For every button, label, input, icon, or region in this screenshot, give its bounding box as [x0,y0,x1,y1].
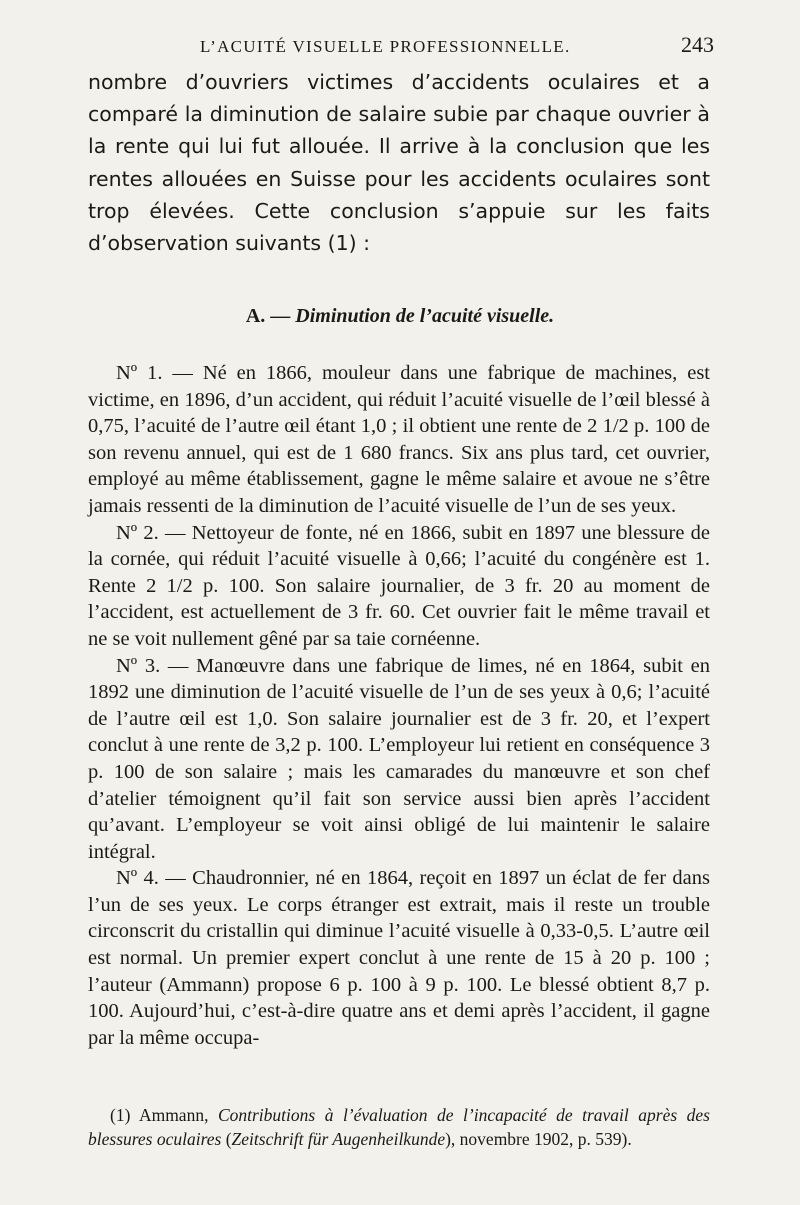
footnote-journal: Zeitschrift für Augenheilkunde [231,1128,446,1149]
section-letter: A. — [245,305,291,327]
case-list [88,360,710,1051]
intro-paragraph: nombre d’ouvriers victimes d’accidents oculaires et a comparé la diminution de salaire subie par chaque ouvrier à la rente qui lui fut allouée. Il arrive à la conclusion que les rentes allouées en Suisse pour les accidents oculaires sont trop élevées. Cette conclusion s’appuie sur les faits d’observation suivants (1) : [88,70,710,256]
footnote-title: Contributions à l’évaluation de l’incapacité de travail après des blessures oculaires [88,1105,710,1149]
case-paragraph: Nº 2. — Nettoyeur de fonte, né en 1866, subit en 1897 une blessure de la cornée, qui réduit l’acuité visuelle à 0,66; l’acuité du congénère est 1. Rente 2 1/2 p. 100. Son salaire journalier, de 3 fr. 20 au moment de l’accident, est actuellement de 3 fr. 60. Cet ouvrier fait le même travail et ne se voit nullement gêné par sa taie cornéenne. [88,521,710,650]
case-paragraph: Nº 4. — Chaudronnier, né en 1864, reçoit en 1897 un éclat de fer dans l’un de ses yeux. Le corps étranger est extrait, mais il reste un trouble circonscrit du cristallin qui diminue l’acuité visuelle à 0,33-0,5. L’autre œil est normal. Un premier expert conclut à une rente de 15 à 20 p. 100 ; l’auteur (Ammann) propose 6 p. 100 à 9 p. 100. Le blessé obtient 8,7 p. 100. Aujourd’hui, c’est-à-dire quatre ans et demi après l’accident, il gagne par la même occupa- [88,867,710,1049]
footnote-prefix: (1) Ammann, [110,1105,209,1125]
section-heading [0,305,800,328]
page-number: 243 [681,32,714,57]
footnote [88,1104,710,1151]
running-head [200,32,714,62]
footnote-journal-open: ( [225,1128,232,1149]
footnote-suffix: ), novembre 1902, p. 539). [445,1128,632,1149]
running-title: L’ACUITÉ VISUELLE PROFESSIONNELLE. [200,37,571,56]
case-paragraph: Nº 1. — Né en 1866, mouleur dans une fabrique de machines, est victime, en 1896, d’un accident, qui réduit l’acuité visuelle de l’œil blessé à 0,75, l’acuité de l’autre œil étant 1,0 ; il obtient une rente de 2 1/2 p. 100 de son revenu annuel, qui est de 1 680 francs. Six ans plus tard, cet ouvrier, employé au même établissement, gagne le même salaire et avoue ne s’être jamais ressenti de la diminution de l’acuité visuelle de l’un de ses yeux. [88,362,710,517]
section-title: Diminution de l’acuité visuelle. [295,305,555,327]
case-paragraph: Nº 3. — Manœuvre dans une fabrique de limes, né en 1864, subit en 1892 une diminution de l’acuité visuelle de l’un de ses yeux à 0,6; l’acuité de l’autre œil est 1,0. Son salaire journalier est de 3 fr. 20, et l’expert conclut à une rente de 3,2 p. 100. L’employeur lui retient en conséquence 3 p. 100 de son salaire ; mais les camarades du manœuvre et son chef d’atelier témoignent qu’il fait son service aussi bien après l’accident qu’avant. L’employeur se voit ainsi obligé de lui maintenir le salaire intégral. [88,654,710,863]
